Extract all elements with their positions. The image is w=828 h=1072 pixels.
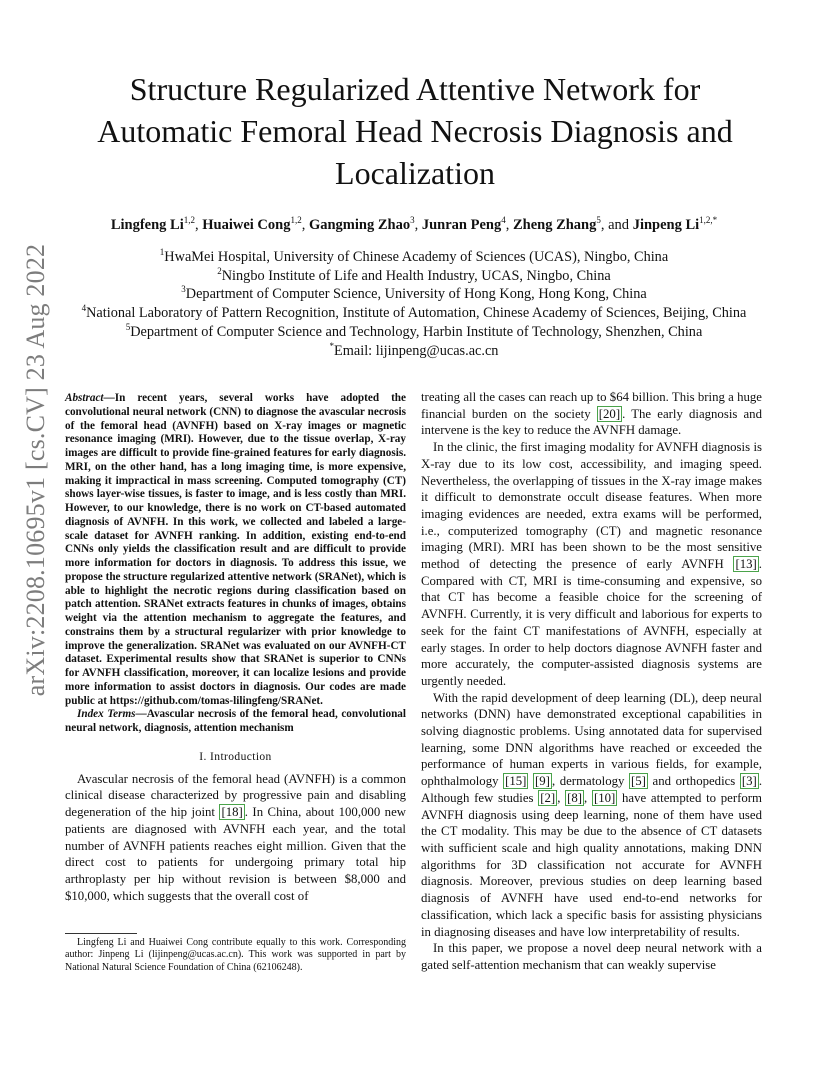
affiliation-text: HwaMei Hospital, University of Chinese Academy of Sciences (UCAS), Ningbo, China xyxy=(164,249,669,265)
citation-link[interactable]: [8] xyxy=(567,790,583,805)
citation-link[interactable]: [9] xyxy=(535,774,550,789)
index-terms xyxy=(65,708,406,736)
body-paragraph xyxy=(421,690,762,941)
author-affiliation-mark: 4 xyxy=(501,215,506,226)
affiliation-mark: 4 xyxy=(81,303,87,314)
author-name: Gangming Zhao xyxy=(308,217,411,233)
text-run: In the clinic, the first imaging modality for AVNFH diagnosis is X-ray due to its low cost, accessibility, and imaging speed. Nevertheless, the overlapping of tissues in the X-ray image makes it difficult to demonstrate occult disease features. When more imaging evidences are needed, extra exams will be performed, i.e., computerized tomography (CT) and magnetic resonance imaging (MRI). MRI has been shown to be the most sensitive method of detecting the presence of early AVNFH xyxy=(421,440,762,572)
affiliation-text: Department of Computer Science and Technology, Harbin Institute of Technology, Shenzhen, China xyxy=(130,323,703,340)
text-run: . The early diagnosis and intervene is the key to reduce the AVNFH damage. xyxy=(421,406,762,438)
footnote-rule xyxy=(65,933,137,934)
author-list: Lingfeng Li$^{1,2}$, Huaiwei Cong$^{1,2}$, Gangming Zhao$^3$, Junran Peng$^4$, Zheng Zhang$^5$, and Jinpeng $Li^{1,2,*}$ xyxy=(110,215,718,233)
citation-link[interactable]: [10] xyxy=(593,790,616,805)
affiliation-mark: 3 xyxy=(181,284,186,295)
citation-link[interactable]: [5] xyxy=(631,774,646,789)
author-name: Zheng Zhang xyxy=(512,217,597,233)
right-column xyxy=(421,389,762,974)
text-run: have attempted to perform AVNFH diagnosis using deep learning, none of them have used the CT modality. This may be due to the absence of CT datasets with sufficient scale and high quality annotations, making DNN algorithms for 3D classification not accurate for AVNFH diagnosis. Moreover, previous studies on deep learning based diagnosis of AVNFH have used end-to-end networks for classification, which lack a specific basis for assisting physicians in diagnosing diseases and have low interpretability of results. xyxy=(421,790,762,939)
abstract-label: Abstract xyxy=(65,392,104,404)
author-name: Lingfeng Li xyxy=(110,217,184,233)
author-affiliation-mark: 3 xyxy=(410,215,415,226)
title-line: Structure Regularized Attentive Network for xyxy=(129,71,701,107)
affiliation-line xyxy=(0,267,828,286)
affiliation-line xyxy=(0,248,828,267)
index-terms-text: —Avascular necrosis of the femoral head, convolutional neural network, diagnosis, attention mechanism xyxy=(65,708,406,734)
citation-link[interactable]: [3] xyxy=(741,774,757,789)
body-paragraph xyxy=(421,940,762,973)
body-paragraph xyxy=(421,439,762,690)
abstract-text: —In recent years, several works have adopted the convolutional neural network (CNN) to diagnose the avascular necrosis of the femoral head (AVNFH) based on X-ray images or magnetic resonance imaging (MRI). However, due to the tissue overlap, X-ray images are difficult to provide fine-grained features for early diagnosis. MRI, on the other hand, has a long imaging time, is more expensive, making it impractical in mass screening. Computed tomography (CT) shows layer-wise tissues, is faster to image, and is less costly than MRI. However, to our knowledge, there is no work on CT-based automated diagnosis of AVNFH. In this work, we collected and labeled a large-scale dataset for AVNFH ranking. In addition, existing end-to-end CNNs only yields the classification result and are difficult to provide more information for doctors in diagnosis. To address this issue, we propose the structure regularized attentive network (SRANet), which is able to highlight the necrotic regions during classification based on patch attention. SRANet extracts features in chunks of images, obtains weight via the attention mechanism to aggregate the features, and constrains them by a structural regularizer with prior knowledge to improve the generalization. SRANet was evaluated on our AVNFH-CT dataset. Experimental results show that SRANet is superior to CNNs for AVNFH classification, moreover, it can localize lesions and provide more information to assist doctors in diagnosis. Our codes are made public at https://github.com/tomas-lilingfeng/SRANet. xyxy=(65,392,406,707)
citation-link[interactable]: [20] xyxy=(598,406,621,421)
intro-paragraph xyxy=(65,771,406,905)
affiliation-line xyxy=(0,323,828,342)
author-affiliation-mark: 1,2,* xyxy=(699,215,718,226)
paper-title xyxy=(70,68,760,194)
index-terms-label: Index Terms xyxy=(77,708,136,721)
text-run: . In China, about 100,000 new patients are diagnosed with AVNFH each year, and the total number of AVNFH patients reaches eight million. Given that the direct cost to patients for undergoing primary total hip arthroplasty per hip without revision is between $8,000 and $10,000, which suggests that the overall cost of xyxy=(65,805,406,903)
citation-link[interactable]: [2] xyxy=(540,790,556,805)
affiliation-mark: 1 xyxy=(159,247,165,258)
author-name: Junran Peng xyxy=(421,217,502,233)
citation-link[interactable]: [18] xyxy=(221,805,243,820)
affiliation-line xyxy=(0,342,828,361)
title-line: Localization xyxy=(335,155,495,191)
left-column xyxy=(65,392,406,904)
text-run: , dermatology xyxy=(551,774,629,789)
affiliations xyxy=(0,248,828,360)
affiliation-line xyxy=(0,285,828,304)
text-run: , xyxy=(584,790,592,805)
arxiv-id-text: arXiv:2208.10695v1 [cs.CV] 23 Aug 2022 xyxy=(21,243,50,697)
author-name: Jinpeng Li xyxy=(632,217,700,233)
citation-link[interactable]: [13] xyxy=(735,557,757,572)
affiliation-text: Ningbo Institute of Life and Health Industry, UCAS, Ningbo, China xyxy=(221,267,611,284)
affiliation-line xyxy=(0,304,828,323)
title-line: Automatic Femoral Head Necrosis Diagnosis and xyxy=(97,113,733,149)
affiliation-mark: * xyxy=(329,340,335,351)
text-run: . Although few studies xyxy=(421,774,763,805)
citation-link[interactable]: [15] xyxy=(505,774,527,789)
author-name: Huaiwei Cong xyxy=(202,217,291,233)
affiliation-mark: 5 xyxy=(125,322,131,333)
affiliation-text: Department of Computer Science, University of Hong Kong, Hong Kong, China xyxy=(185,286,647,303)
text-run: In this paper, we propose a novel deep neural network with a gated self-attention mechanism that can weakly supervise xyxy=(421,941,762,972)
text-run: Avascular necrosis of the femoral head (AVNFH) is a common clinical disease characterized by progressive pain and disabling degeneration of the hip joint xyxy=(65,771,406,820)
text-run: With the rapid development of deep learning (DL), deep neural networks (DNN) have demonstrated exceptional capabilities in solving diagnostic problems. Using annotated data for supervised learning, some DNN algorithms have reached or exceeded the performance of human experts in various fields, for example, ophthalmology xyxy=(421,690,762,789)
affiliation-mark: 2 xyxy=(217,265,222,276)
footnote: Lingfeng Li and Huaiwei Cong contribute equally to this work. Corresponding author: Jinpeng Li (lijinpeng@ucas.ac.cn). This work was supported in part by National Natural Science Foundation of China (62106248). xyxy=(65,937,406,973)
abstract xyxy=(65,392,406,708)
affiliation-text: Email: lijinpeng@ucas.ac.cn xyxy=(334,342,499,359)
text-run: and orthopedics xyxy=(647,774,740,789)
author-affiliation-mark: 1,2 xyxy=(290,215,302,226)
text-run: treating all the cases can reach up to $64 billion. This bring a huge financial burden on the society xyxy=(421,390,762,421)
text-run: , xyxy=(557,790,566,805)
author-affiliation-mark: 1,2 xyxy=(183,215,195,226)
text-run: . Compared with CT, MRI is time-consuming and expensive, so that CT has become a feasible choice for the screening of AVNFH. Currently, it is very difficult and laborious for experts to seek for the faint CT manifestations of AVNFH, especially at early stages. In order to help doctors diagnose AVNFH faster and more accurately, the computer-assisted diagnosis systems are urgently needed. xyxy=(421,557,762,688)
author-affiliation-mark: 5 xyxy=(596,215,601,226)
section-heading: I. Introduction xyxy=(199,750,272,763)
affiliation-text: National Laboratory of Pattern Recognition, Institute of Automation, Chinese Academy of Sciences, Beijing, China xyxy=(86,305,747,322)
body-paragraph xyxy=(421,389,762,439)
